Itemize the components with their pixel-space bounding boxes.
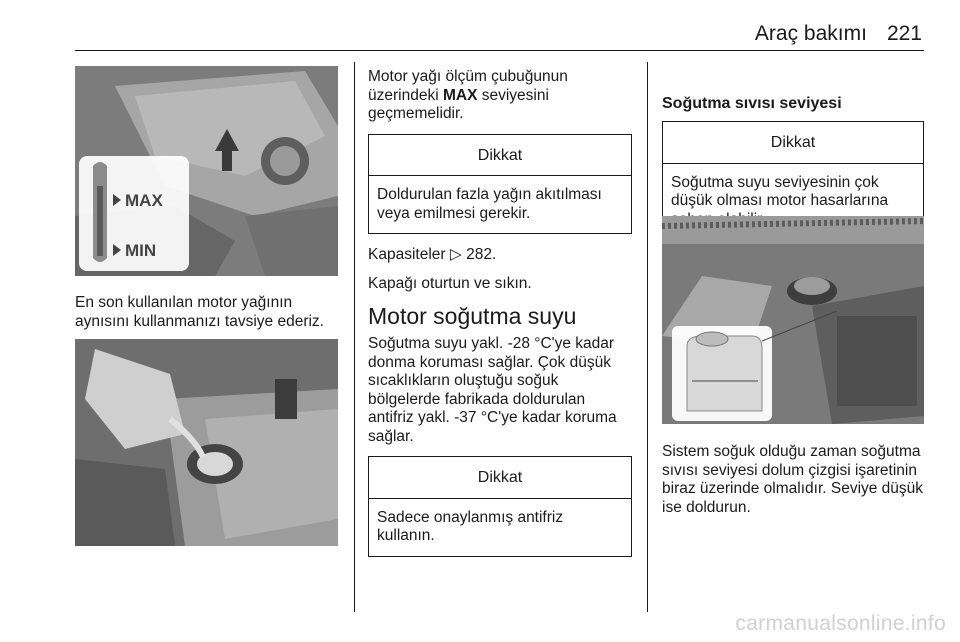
column-divider-2 xyxy=(647,62,648,612)
notice-title: Dikkat xyxy=(663,122,923,164)
notice-title: Dikkat xyxy=(369,457,631,499)
max-level-instruction: Motor yağı ölçüm çubuğunun üzerindeki MAX seviyesini geçmemelidir. xyxy=(368,68,568,122)
capacity-reference: Kapasiteler ▷ 282. xyxy=(368,246,497,263)
page-number: 221 xyxy=(886,22,922,45)
watermark: carmanualsonline.info xyxy=(735,612,946,635)
max-emphasis: MAX xyxy=(442,86,478,104)
oil-recommendation: En son kullanılan motor yağının aynısını kullanmanızı tavsiye ederiz. xyxy=(75,294,324,330)
close-cap-instruction: Kapağı oturtun ve sıkın. xyxy=(368,274,532,292)
dipstick-photo xyxy=(75,66,338,276)
notice-excess-oil xyxy=(368,134,632,235)
column-divider-1 xyxy=(354,62,355,612)
notice-antifreeze xyxy=(368,456,632,557)
col1-caption-block xyxy=(75,294,343,341)
header-rule xyxy=(75,50,924,51)
notice-title: Dikkat xyxy=(369,135,631,177)
max-label: MAX xyxy=(125,191,163,210)
coolant-reservoir-photo xyxy=(662,216,924,424)
notice-body: Sadece onaylanmış antifriz kullanın. xyxy=(377,508,564,544)
coolant-level-heading: Soğutma sıvısı seviyesi xyxy=(662,95,842,112)
col3-caption-block xyxy=(662,443,926,527)
page-ref-icon: ▷ xyxy=(449,246,462,263)
coolant-level-instruction: Sistem soğuk olduğu zaman soğutma sıvısı seviyesi dolum çizgisi işaretinin biraz üzerinde olmalıdır. Seviye düşük ise doldurun. xyxy=(662,443,924,516)
column-2 xyxy=(368,68,632,569)
section-heading-coolant: Motor soğutma suyu xyxy=(368,303,577,329)
min-label: MIN xyxy=(125,241,157,260)
oil-fill-photo xyxy=(75,339,338,546)
capacity-page-link[interactable]: 282. xyxy=(466,246,497,263)
notice-body: Doldurulan fazla yağın akıtılması veya emilmesi gerekir. xyxy=(377,186,602,222)
page-header xyxy=(755,22,922,46)
running-header: Araç bakımı xyxy=(754,22,867,45)
coolant-description: Soğutma suyu yakl. -28 °C'ye kadar donma koruması sağlar. Çok düşük sıcaklıkların oluştuğu soğuk bölgelerde fabrikada doldurulan antifriz yakl. -37 °C'ye kadar koruma sağlar. xyxy=(368,335,617,445)
notice-body: Soğutma suyu seviyesinin çok düşük olması motor hasarlarına xyxy=(671,173,889,209)
